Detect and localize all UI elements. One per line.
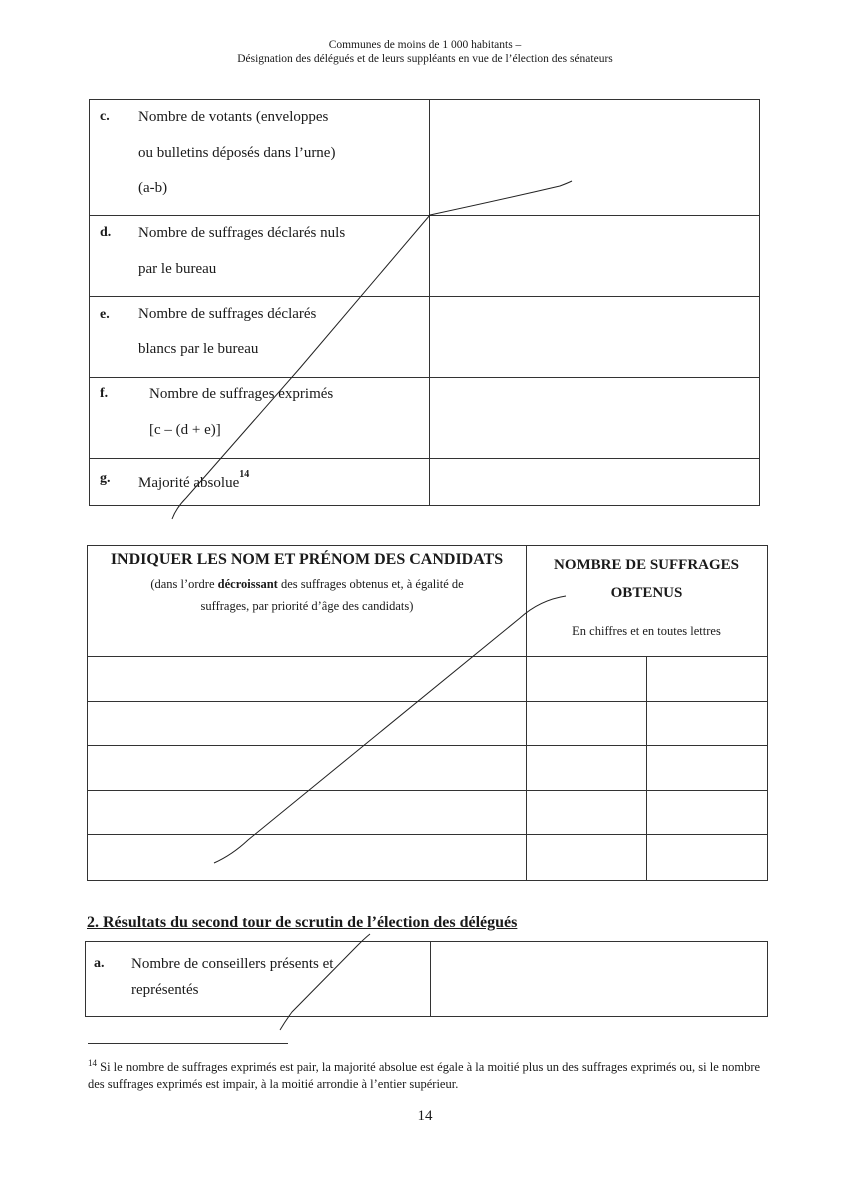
footnote-ref: 14: [239, 469, 250, 480]
column-divider: [429, 100, 430, 505]
row-d-label-line-1: Nombre de suffrages déclarés nuls: [138, 225, 346, 241]
row-divider: [88, 701, 767, 702]
row-divider: [88, 834, 767, 835]
row-a-label-line-1: Nombre de conseillers présents et: [131, 956, 334, 972]
row-letter-d: d.: [100, 225, 112, 240]
row-a-label-line-2: représentés: [131, 982, 199, 998]
header-line-1: Communes de moins de 1 000 habitants –: [328, 39, 522, 51]
row-divider: [88, 745, 767, 746]
row-letter-f: f.: [100, 386, 109, 401]
row-c-label-line-1: Nombre de votants (enveloppes: [138, 109, 329, 125]
votes-subtitle: En chiffres et en toutes lettres: [572, 624, 721, 638]
candidates-subtitle-line-1: [88, 577, 526, 592]
candidates-table: [87, 545, 768, 881]
column-divider-sub: [646, 656, 647, 880]
votes-title-line-1: NOMBRE DE SUFFRAGES: [553, 557, 740, 573]
row-f-label-line-2: [c – (d + e)]: [149, 422, 221, 438]
row-f-label-line-1: Nombre de suffrages exprimés: [149, 386, 334, 402]
section-2-title: 2. Résultats du second tour de scrutin de l’élection des délégués: [87, 914, 518, 931]
row-g-label: [138, 470, 249, 492]
page-number: 14: [417, 1108, 433, 1124]
subtitle-prefix: (dans l’ordre: [150, 577, 218, 591]
row-e-label-line-2: blancs par le bureau: [138, 341, 259, 357]
subtitle-bold-word: décroissant: [217, 577, 278, 591]
row-letter-a: a.: [94, 956, 105, 971]
footnote-text: Si le nombre de suffrages exprimés est pair, la majorité absolue est égale à la moitié plus un des suffrages exprimés ou, si le nombre des suffrages exprimés est impair, à la moitié arrondie à l’entier supérieur.: [88, 1060, 761, 1092]
row-divider: [88, 656, 767, 657]
row-letter-e: e.: [100, 307, 110, 322]
footnote-separator: [88, 1043, 288, 1044]
row-letter-c: c.: [100, 109, 110, 124]
row-divider: [90, 458, 759, 459]
candidates-subtitle-line-2: suffrages, par priorité d’âge des candidats): [200, 599, 414, 613]
row-c-label-line-3: (a-b): [138, 180, 168, 196]
row-e-label-line-1: Nombre de suffrages déclarés: [138, 306, 317, 322]
row-letter-g: g.: [100, 471, 111, 486]
column-divider: [430, 942, 431, 1016]
header-line-2: Désignation des délégués et de leurs suppléants en vue de l’élection des sénateurs: [237, 53, 613, 65]
results-table-first-round: [89, 99, 760, 506]
candidates-title: INDIQUER LES NOM ET PRÉNOM DES CANDIDATS: [110, 551, 504, 568]
row-divider: [90, 377, 759, 378]
row-divider: [90, 215, 759, 216]
row-divider: [90, 296, 759, 297]
votes-title-line-2: OBTENUS: [610, 585, 683, 601]
row-c-label-line-2: ou bulletins déposés dans l’urne): [138, 145, 336, 161]
row-divider: [88, 790, 767, 791]
row-d-label-line-2: par le bureau: [138, 261, 217, 277]
footnote: [88, 1055, 778, 1093]
row-g-label-text: Majorité absolue: [138, 475, 240, 491]
footnote-number: 14: [88, 1058, 97, 1068]
subtitle-suffix: des suffrages obtenus et, à égalité de: [277, 577, 464, 591]
results-table-second-round: [85, 941, 768, 1017]
